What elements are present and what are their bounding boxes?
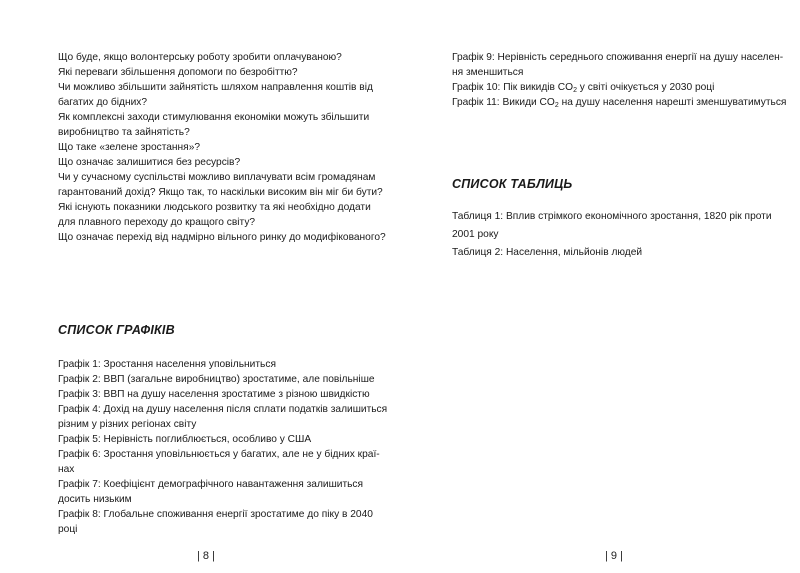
table-list-item: Таблиця 1: Вплив стрімкого економічного зростання, 1820 рік проти: [452, 211, 772, 222]
chart-item-text: у світі очікується у 2030 році: [576, 82, 715, 93]
chart-list-item: Графік 8: Глобальне споживання енергії зростатиме до піку в 2040: [58, 509, 373, 520]
question-line: Що означає перехід від надмірно вільного ринку до модифікованого?: [58, 232, 386, 243]
tables-list-heading: СПИСОК ТАБЛИЦЬ: [452, 177, 573, 191]
question-line: Що таке «зелене зростання»?: [58, 142, 201, 153]
chart-list-item: Графік 9: Нерівність середнього споживання енергії на душу населен-: [452, 52, 784, 63]
question-line: для плавного переходу до кращого світу?: [58, 217, 256, 228]
chart-item-text: Графік 11: Викиди CO: [452, 97, 555, 108]
table-list-item: Таблиця 2: Населення, мільйонів людей: [452, 247, 643, 258]
chart-item-text: Графік 10: Пік викидів CO: [452, 82, 574, 93]
chart-list-item: Графік 1: Зростання населення уповільниться: [58, 359, 276, 370]
chart-list-item: ня зменшиться: [452, 67, 524, 78]
tables-list: [452, 208, 772, 262]
question-line: Які існують показники людського розвитку та які необхідно додати: [58, 202, 371, 213]
question-line: Чи можливо збільшити зайнятість шляхом направлення коштів від: [58, 82, 373, 93]
chart-list-item: Графік 6: Зростання уповільнюється у багатих, але не у бідних краї-: [58, 449, 380, 460]
chart-list-item: Графік 3: ВВП на душу населення зростатиме з різною швидкістю: [58, 389, 370, 400]
chart-list-item: Графік 7: Коефіцієнт демографічного навантаження залишиться: [58, 479, 364, 490]
questions-list: [58, 50, 386, 245]
chart-list-item: році: [58, 524, 78, 535]
chart-list-item: Графік 2: ВВП (загальне виробництво) зростатиме, але повільніше: [58, 374, 375, 385]
page-number: | 9 |: [605, 550, 623, 562]
page-number: | 8 |: [197, 550, 215, 562]
question-line: багатих до бідних?: [58, 97, 148, 108]
question-line: Що буде, якщо волонтерську роботу зробити оплачуваною?: [58, 52, 342, 63]
question-line: Як комплексні заходи стимулювання економіки можуть збільшити: [58, 112, 370, 123]
chart-list-item: різним у різних регіонах світу: [58, 419, 197, 430]
chart-list-item: досить низьким: [58, 494, 132, 505]
chart-list-item: [452, 80, 786, 95]
question-line: Чи у сучасному суспільстві можливо виплачувати всім громадянам: [58, 172, 376, 183]
chart-list-item: Графік 4: Дохід на душу населення після сплати податків залишиться: [58, 404, 388, 415]
subscript: 2: [554, 102, 559, 109]
charts-list: [58, 357, 387, 537]
subscript: 2: [573, 87, 577, 94]
chart-list-item: Графік 5: Нерівність поглиблюється, особливо у США: [58, 434, 312, 445]
question-line: гарантований дохід? Якщо так, то наскільки високим він міг би бути?: [58, 187, 383, 198]
question-line: Що означає залишитися без ресурсів?: [58, 157, 241, 168]
question-line: виробництво та зайнятість?: [58, 127, 190, 138]
chart-item-text: на душу населення нарешті зменшуватимуться: [558, 97, 787, 108]
table-list-item: 2001 року: [452, 229, 499, 240]
question-line: Які переваги збільшення допомоги по безробіттю?: [58, 67, 298, 78]
charts-list-heading: СПИСОК ГРАФІКІВ: [58, 323, 175, 337]
chart-list-item: [452, 95, 786, 110]
charts-list-continued: [452, 50, 786, 110]
right-page: [400, 0, 800, 573]
chart-list-item: нах: [58, 464, 75, 475]
